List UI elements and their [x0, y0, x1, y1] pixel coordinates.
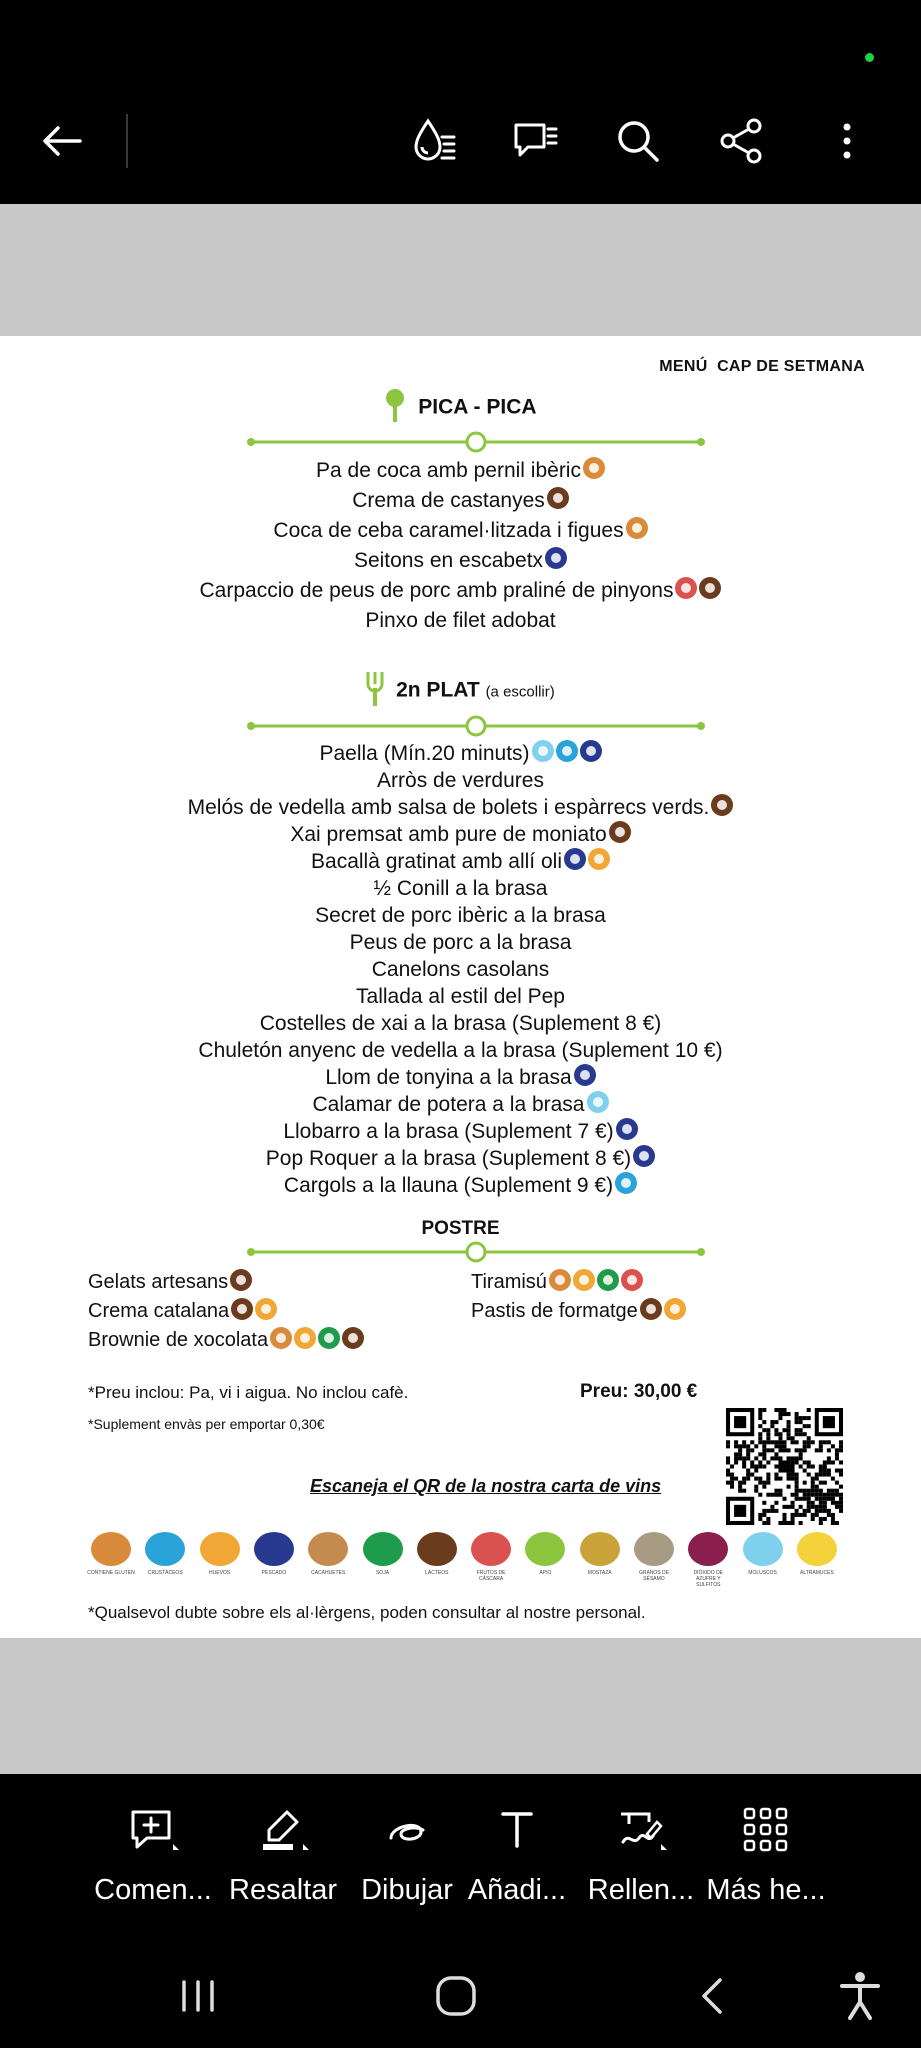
legend-item	[86, 1532, 136, 1582]
menu-item	[0, 767, 921, 794]
menu-item-text: Carpaccio de peus de porc amb praliné de pinyons	[199, 579, 674, 602]
lactis-allergen-icon	[342, 1327, 364, 1349]
legend-item	[195, 1532, 245, 1582]
menu-item	[0, 1091, 921, 1118]
legend-item	[303, 1532, 353, 1582]
legend-item	[683, 1532, 733, 1588]
pica-section-title: PICA - PICA	[0, 388, 921, 428]
peix-allergen-icon	[545, 547, 567, 569]
share-icon[interactable]	[710, 109, 774, 173]
lactis-allergen-icon	[640, 1298, 662, 1320]
comments-icon[interactable]	[504, 109, 568, 173]
peix-allergen-icon	[580, 740, 602, 762]
highlight-button[interactable]: Resaltar	[206, 1804, 360, 1907]
lactis-allergen-icon	[711, 794, 733, 816]
pica-items-list	[0, 456, 921, 636]
text-icon	[491, 1804, 543, 1856]
ous-allergen-icon	[573, 1269, 595, 1291]
menu-item-text: Tiramisú	[471, 1271, 547, 1293]
section-divider	[245, 1240, 707, 1264]
menu-item	[0, 956, 921, 983]
gluten-allergen-icon	[549, 1269, 571, 1291]
legend-label: FRUTOS DE CÁSCARA	[476, 1570, 506, 1582]
menu-item-text: Seitons en escabetx	[353, 549, 544, 572]
crustacis-allergen-icon	[615, 1172, 637, 1194]
menu-item	[0, 516, 921, 546]
qr-code[interactable]	[726, 1408, 843, 1525]
plat-section-title: 2n PLAT (a escollir)	[0, 670, 921, 712]
menu-item-text: Pa de coca amb pernil ibèric	[316, 459, 581, 482]
more-vertical-icon[interactable]	[815, 109, 879, 173]
legend-item	[792, 1532, 842, 1582]
legend-label: MOSTAZA	[587, 1570, 612, 1576]
legend-label: CACAHUETES	[311, 1570, 346, 1576]
allergen-footer-note: *Qualsevol dubte sobre els al·lèrgens, poden consultar al nostre personal.	[88, 1603, 646, 1622]
lactis-allergen-icon	[609, 821, 631, 843]
allergen-legend-icon	[688, 1532, 728, 1566]
more-tools-icon	[740, 1804, 792, 1856]
menu-item	[0, 794, 921, 821]
draw-icon	[381, 1804, 433, 1856]
gluten-allergen-icon	[270, 1327, 292, 1349]
menu-item-text: Crema catalana	[88, 1300, 230, 1322]
menu-item	[0, 983, 921, 1010]
ous-allergen-icon	[255, 1298, 277, 1320]
menu-item-text: Crema de castanyes	[352, 489, 545, 512]
soja-allergen-icon	[318, 1327, 340, 1349]
peix-allergen-icon	[616, 1118, 638, 1140]
menu-item	[0, 546, 921, 576]
menu-item	[0, 456, 921, 486]
menu-item	[88, 1297, 364, 1326]
fruits-allergen-icon	[675, 577, 697, 599]
allergen-legend-icon	[254, 1532, 294, 1566]
price-includes-note: *Preu inclou: Pa, vi i aigua. No inclou cafè.	[88, 1383, 409, 1402]
fruits-allergen-icon	[621, 1269, 643, 1291]
legend-label: APIO	[539, 1570, 552, 1576]
app-toolbar	[0, 78, 921, 204]
camera-indicator-dot	[865, 53, 874, 62]
ous-allergen-icon	[588, 848, 610, 870]
system-nav-bar	[0, 1940, 921, 2048]
arrow-left-icon[interactable]	[30, 109, 94, 173]
lactis-allergen-icon	[230, 1269, 252, 1291]
lactis-allergen-icon	[231, 1298, 253, 1320]
menu-item	[88, 1326, 364, 1355]
menu-item	[0, 606, 921, 636]
pdf-page[interactable]	[0, 336, 921, 1638]
menu-item-text: Chuletón anyenc de vedella a la brasa (Suplement 10 €)	[198, 1039, 723, 1062]
legend-item	[575, 1532, 625, 1582]
legend-label: ALTRAMUCES	[799, 1570, 834, 1576]
accessibility-icon[interactable]	[832, 1968, 888, 2024]
menu-item-text: Cargols a la llauna (Suplement 9 €)	[283, 1174, 614, 1197]
nav-back-icon[interactable]	[686, 1968, 742, 2024]
moluscos-allergen-icon	[532, 740, 554, 762]
menu-item-text: Tallada al estil del Pep	[356, 985, 565, 1008]
section-divider	[245, 430, 707, 454]
fork-icon	[366, 670, 384, 712]
home-icon[interactable]	[428, 1968, 484, 2024]
allergen-legend-icon	[743, 1532, 783, 1566]
menu-item-text: Brownie de xocolata	[88, 1329, 269, 1351]
menu-item	[0, 1118, 921, 1145]
legend-label: MOLUSCOS	[748, 1570, 777, 1576]
plat-items-list	[0, 740, 921, 1199]
fill-sign-button[interactable]: Rellen...	[564, 1804, 718, 1907]
allergen-legend-icon	[363, 1532, 403, 1566]
menu-item	[0, 929, 921, 956]
menu-item-text: Costelles de xai a la brasa (Suplement 8 €)	[259, 1012, 662, 1035]
menu-item-text: Llobarro a la brasa (Suplement 7 €)	[283, 1120, 614, 1143]
legend-item	[466, 1532, 516, 1582]
gluten-allergen-icon	[626, 517, 648, 539]
menu-item-text: Canelons casolans	[371, 958, 550, 981]
section-divider	[245, 714, 707, 738]
fill-sign-icon	[615, 1804, 667, 1856]
legend-item	[358, 1532, 408, 1582]
menu-item	[0, 1010, 921, 1037]
lactis-allergen-icon	[547, 487, 569, 509]
menu-item-text: Melós de vedella amb salsa de bolets i espàrrecs verds.	[187, 796, 710, 819]
allergen-legend-icon	[91, 1532, 131, 1566]
peix-allergen-icon	[574, 1064, 596, 1086]
legend-label: DIÓXIDO DE AZUFRE Y SULFITOS	[693, 1570, 724, 1588]
draw-button[interactable]: Dibujar	[330, 1804, 484, 1907]
soja-allergen-icon	[597, 1269, 619, 1291]
legend-item	[412, 1532, 462, 1582]
menu-item-text: Gelats artesans	[88, 1271, 229, 1293]
bottom-toolbar	[0, 1774, 921, 1940]
status-bar	[0, 0, 921, 78]
legend-item	[738, 1532, 788, 1582]
legend-label: HUEVOS	[209, 1570, 231, 1576]
allergen-legend-icon	[525, 1532, 565, 1566]
leaf-icon	[384, 388, 406, 428]
menu-item-text: Paella (Mín.20 minuts)	[319, 742, 530, 765]
menu-item-text: Peus de porc a la brasa	[349, 931, 572, 954]
allergen-legend-icon	[797, 1532, 837, 1566]
menu-item	[471, 1297, 686, 1326]
search-icon[interactable]	[606, 109, 670, 173]
takeaway-supplement-note: *Suplement envàs per emportar 0,30€	[88, 1416, 325, 1432]
menu-item-text: Pop Roquer a la brasa (Suplement 8 €)	[265, 1147, 632, 1170]
legend-item	[140, 1532, 190, 1582]
moluscos-allergen-icon	[587, 1091, 609, 1113]
legend-item	[629, 1532, 679, 1582]
legend-label: GRANOS DE SÉSAMO	[638, 1570, 669, 1582]
gluten-allergen-icon	[583, 457, 605, 479]
allergen-legend-icon	[634, 1532, 674, 1566]
ous-allergen-icon	[664, 1298, 686, 1320]
legend-label: CONTIENE GLUTEN	[87, 1570, 135, 1576]
menu-item-text: Xai premsat amb pure de moniato	[290, 823, 607, 846]
menu-header: MENÚ CAP DE SETMANA	[659, 358, 865, 375]
legend-item	[249, 1532, 299, 1582]
legend-label: SOJA	[375, 1570, 390, 1576]
menu-item-text: Coca de ceba caramel·litzada i figues	[273, 519, 624, 542]
legend-item	[520, 1532, 570, 1582]
menu-item	[0, 486, 921, 516]
menu-item-text: Arròs de verdures	[377, 769, 544, 792]
peix-allergen-icon	[633, 1145, 655, 1167]
allergen-legend-icon	[471, 1532, 511, 1566]
menu-item	[0, 1145, 921, 1172]
menu-item-text: Calamar de potera a la brasa	[312, 1093, 585, 1116]
menu-item-text: Bacallà gratinat amb allí oli	[311, 850, 562, 873]
menu-price: Preu: 30,00 €	[580, 1381, 698, 1402]
menu-item	[88, 1268, 364, 1297]
lactis-allergen-icon	[699, 577, 721, 599]
menu-item-text: ½ Conill a la brasa	[373, 877, 548, 900]
menu-item	[0, 1172, 921, 1199]
recent-apps-icon[interactable]	[170, 1968, 226, 2024]
menu-item-text: Pinxo de filet adobat	[365, 609, 556, 632]
allergen-legend-icon	[145, 1532, 185, 1566]
menu-item	[471, 1268, 686, 1297]
menu-item-text: Pastis de formatge	[471, 1300, 638, 1322]
menu-item	[0, 902, 921, 929]
ous-allergen-icon	[294, 1327, 316, 1349]
allergen-legend-icon	[200, 1532, 240, 1566]
postre-right-list	[471, 1268, 686, 1326]
menu-item	[0, 740, 921, 767]
peix-allergen-icon	[564, 848, 586, 870]
more-tools-button[interactable]: Más he...	[689, 1804, 843, 1907]
crustacis-allergen-icon	[556, 740, 578, 762]
menu-item	[0, 576, 921, 606]
allergen-legend-icon	[417, 1532, 457, 1566]
legend-label: LÁCTEOS	[425, 1570, 449, 1576]
menu-item-text: Secret de porc ibèric a la brasa	[315, 904, 606, 927]
menu-item	[0, 875, 921, 902]
toolbar-divider	[126, 114, 128, 168]
allergen-legend-icon	[580, 1532, 620, 1566]
reading-mode-icon[interactable]	[402, 109, 466, 173]
comment-add-icon	[127, 1804, 179, 1856]
menu-item	[0, 1037, 921, 1064]
highlighter-icon	[257, 1804, 309, 1856]
legend-label: PESCADO	[261, 1570, 287, 1576]
allergen-legend	[86, 1532, 846, 1594]
menu-item	[0, 1064, 921, 1091]
scan-qr-text: Escaneja el QR de la nostra carta de vins	[310, 1476, 662, 1496]
add-text-button[interactable]: Añadi...	[440, 1804, 594, 1907]
comment-add-button[interactable]: Comen...	[76, 1804, 230, 1907]
menu-item	[0, 848, 921, 875]
menu-item	[0, 821, 921, 848]
postre-left-list	[88, 1268, 364, 1355]
allergen-legend-icon	[308, 1532, 348, 1566]
legend-label: CRUSTÁCEOS	[147, 1570, 183, 1576]
postre-section-title: POSTRE	[421, 1218, 500, 1239]
menu-item-text: Llom de tonyina a la brasa	[325, 1066, 572, 1089]
